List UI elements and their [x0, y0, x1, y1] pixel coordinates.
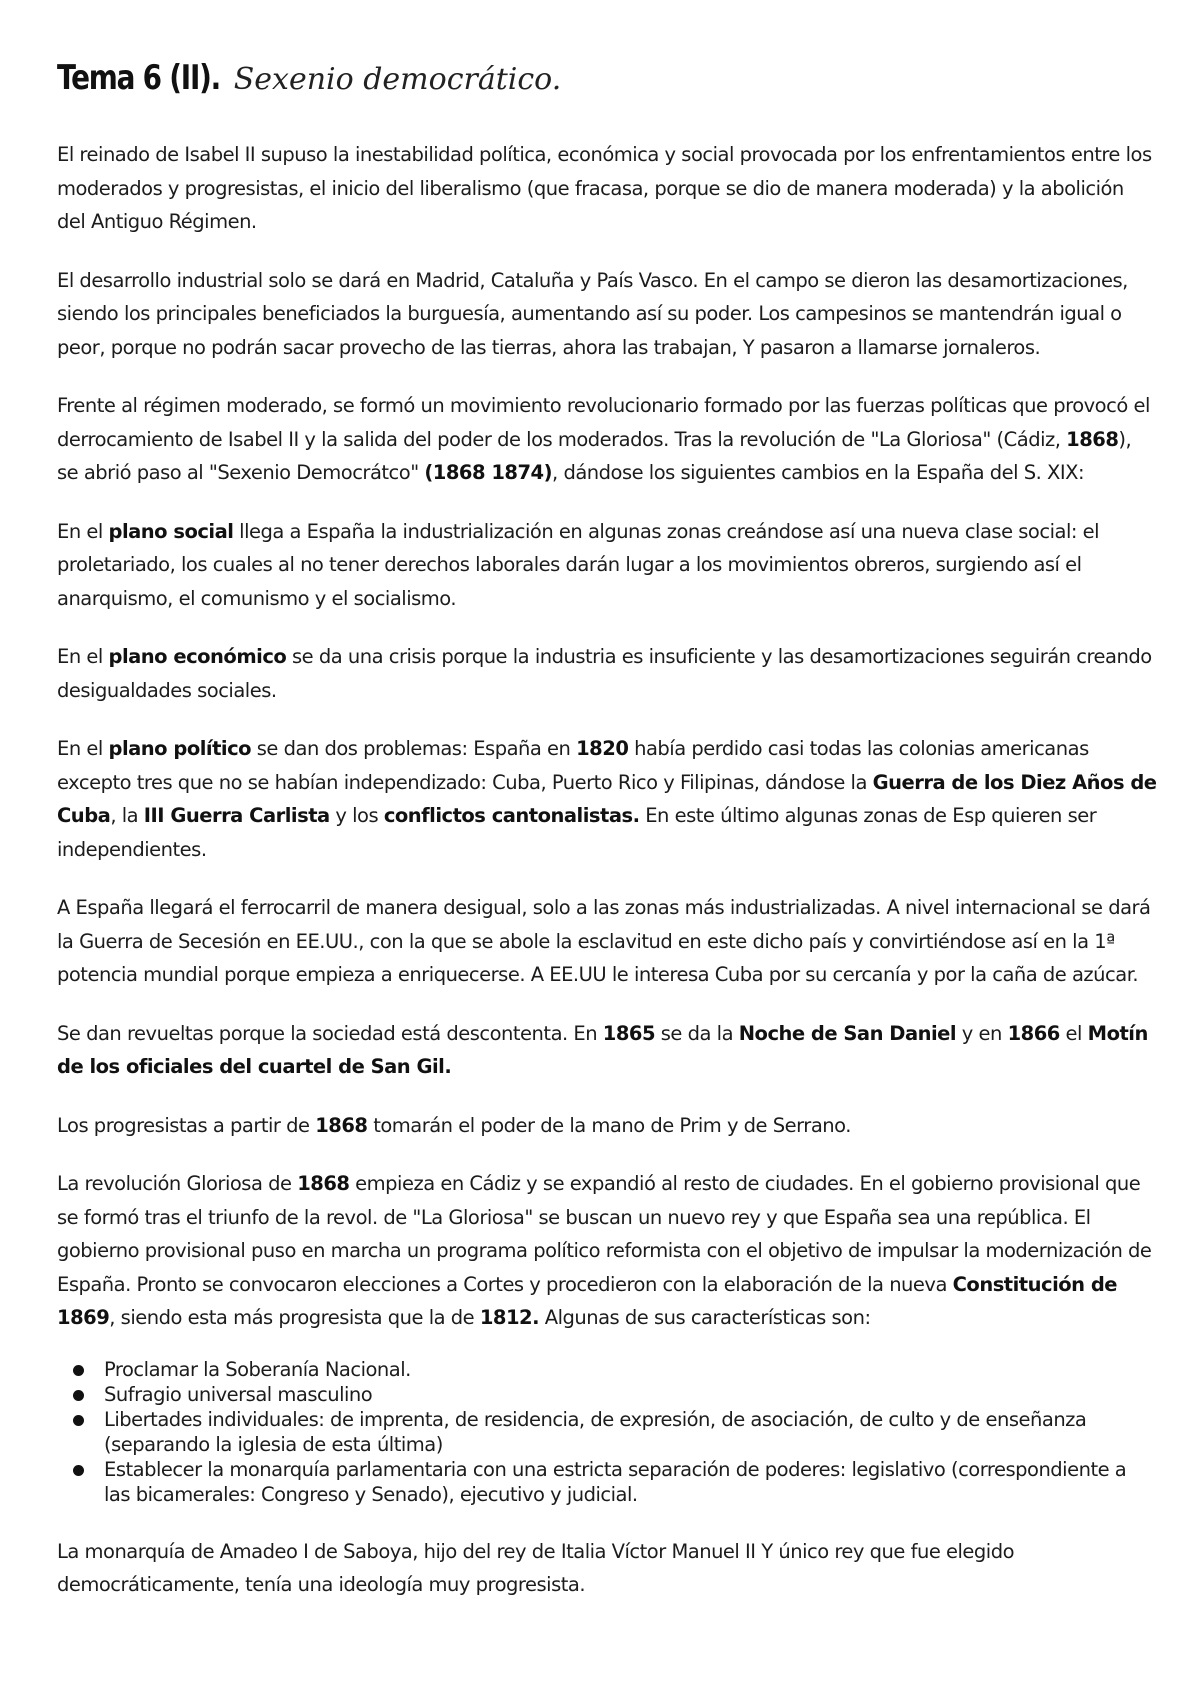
text: se da una crisis porque la industria es insuficiente y las desamortizaciones seguirán creando desigualdades sociales. [57, 645, 1152, 702]
text: y en [956, 1021, 1008, 1045]
bold-text: conflictos cantonalistas. [383, 804, 640, 827]
bold-text: 1820 [576, 737, 629, 760]
bold-text: (1868 1874) [424, 461, 553, 484]
list-item-text: Establecer la monarquía parlamentaria con una estricta separación de poderes: legislativo (correspondiente a las bicamerales: Congreso y Senado), ejecutivo y judicial. [104, 1457, 1127, 1506]
bold-text: 1868 [315, 1113, 368, 1137]
bold-text: 1868 [1066, 427, 1119, 451]
paragraph-plano-politico [57, 732, 1157, 866]
text: En el [57, 645, 109, 668]
bold-text: plano político [108, 737, 252, 760]
characteristics-list [57, 1357, 1157, 1507]
paragraph-gloriosa [57, 1167, 1157, 1335]
list-item-text: Sufragio universal masculino [104, 1382, 373, 1406]
text: se da la [655, 1021, 739, 1045]
bullet-icon [73, 1465, 84, 1476]
list-item [104, 1407, 1157, 1457]
list-item-text: Proclamar la Soberanía Nacional. [104, 1357, 411, 1381]
paragraph-amadeo: La monarquía de Amadeo I de Saboya, hijo del rey de Italia Víctor Manuel II Y único rey que fue elegido democráticamente, tenía una ideología muy progresista. [57, 1539, 1015, 1596]
paragraph-plano-economico [57, 640, 1157, 707]
text: tomarán el poder de la mano de Prim y de Serrano. [367, 1113, 851, 1137]
text: se dan dos problemas: España en [251, 737, 577, 760]
paragraph-revolution [57, 389, 1157, 490]
bold-text: 1868 [297, 1172, 350, 1195]
list-item [104, 1382, 1157, 1407]
bullet-icon [73, 1365, 84, 1376]
bullet-icon [73, 1390, 84, 1401]
text: había perdido casi todas las colonias americanas excepto tres que no se habían independizado: Cuba, Puerto Rico y Filipinas, dándose la [57, 737, 1089, 794]
title-main: Tema 6 (II). [57, 58, 220, 98]
text: , la [110, 804, 144, 827]
page-title [57, 58, 1157, 110]
text: , dándose los siguientes cambios en la España del S. XIX: [552, 461, 1085, 484]
text: el [1059, 1021, 1088, 1045]
paragraph-plano-social [57, 515, 1157, 616]
paragraph-isabel-ii: El reinado de Isabel II supuso la inestabilidad política, económica y social provocada por los enfrentamientos entre los moderados y progresistas, el inicio del liberalismo (que fracasa, porque se dio de manera moderada) y la abolición del Antiguo Régimen. [57, 143, 1152, 233]
text: llega a España la industrialización en algunas zonas creándose así una nueva clase social: el proletariado, los cuales al no tener derechos laborales darán lugar a los movimientos obreros, surgiendo así el anarquismo, el comunismo y el socialismo. [57, 519, 1100, 610]
paragraph-progresistas [57, 1109, 1157, 1143]
text: Frente al régimen moderado, se formó un movimiento revolucionario formado por las fuerzas políticas que provocó el derrocamiento de Isabel II y la salida del poder de los moderados. Tras la revolución de "La Gloriosa" (Cádiz, [57, 394, 1150, 451]
bold-text: Motín de los oficiales del cuartel de San Gil. [57, 1021, 1148, 1078]
text: En el [57, 737, 109, 760]
text: Algunas de sus características son: [539, 1306, 871, 1329]
title-script: Sexenio democrático. [233, 62, 562, 97]
document-page [57, 58, 1157, 1627]
text: En el [57, 519, 109, 543]
text: En este último algunas zonas de Esp quieren ser independientes. [57, 804, 1097, 861]
text: ), se abrió paso al "Sexenio Democrátco" [57, 427, 1132, 484]
paragraph-industrial: El desarrollo industrial solo se dará en Madrid, Cataluña y País Vasco. En el campo se dieron las desamortizaciones, siendo los principales beneficiados la burguesía, aumentando así su poder. Los campesinos se mantendrán igual o peor, porque no podrán sacar provecho de las tierras, ahora las trabajan, Y pasaron a llamarse jornaleros. [57, 268, 1128, 359]
text: , siendo esta más progresista que la de [109, 1306, 480, 1329]
bold-text: 1866 [1007, 1021, 1060, 1045]
text: Se dan revueltas porque la sociedad está descontenta. En [57, 1021, 603, 1045]
text: Los progresistas a partir de [57, 1113, 316, 1137]
bold-text: 1812. [479, 1306, 540, 1329]
paragraph-revueltas [57, 1017, 1157, 1084]
text: empieza en Cádiz y se expandió al resto de ciudades. En el gobierno provisional que se formó tras el triunfo de la revol. de "La Gloriosa" se buscan un nuevo rey y que España sea una república. El gobierno provisional puso en marcha un programa político reformista con el objetivo de impulsar la modernización de España. Pronto se convocaron elecciones a Cortes y procedieron con la elaboración de la nueva [57, 1172, 1152, 1296]
list-item [104, 1457, 1157, 1507]
list-item-text: Libertades individuales: de imprenta, de residencia, de expresión, de asociación, de culto y de enseñanza (separando la iglesia de esta última) [104, 1407, 1087, 1456]
bold-text: Constitución de 1869 [57, 1272, 1118, 1329]
bold-text: plano económico [108, 645, 287, 668]
bold-text: III Guerra Carlista [143, 804, 330, 827]
text: y los [329, 804, 384, 827]
list-item [104, 1357, 1157, 1382]
bold-text: 1865 [602, 1021, 656, 1045]
bold-text: plano social [108, 519, 234, 543]
paragraph-ferrocarril: A España llegará el ferrocarril de manera desigual, solo a las zonas más industrializadas. A nivel internacional se dará la Guerra de Secesión en EE.UU., con la que se abole la esclavitud en este dicho país y convirtiéndose así en la 1ª potencia mundial porque empieza a enriquecerse. A EE.UU le interesa Cuba por su cercanía y por la caña de azúcar. [57, 896, 1151, 986]
bold-text: Guerra de los Diez Años de Cuba [57, 770, 1157, 827]
text: La revolución Gloriosa de [57, 1172, 298, 1195]
bullet-icon [73, 1415, 84, 1426]
bold-text: Noche de San Daniel [738, 1021, 957, 1045]
